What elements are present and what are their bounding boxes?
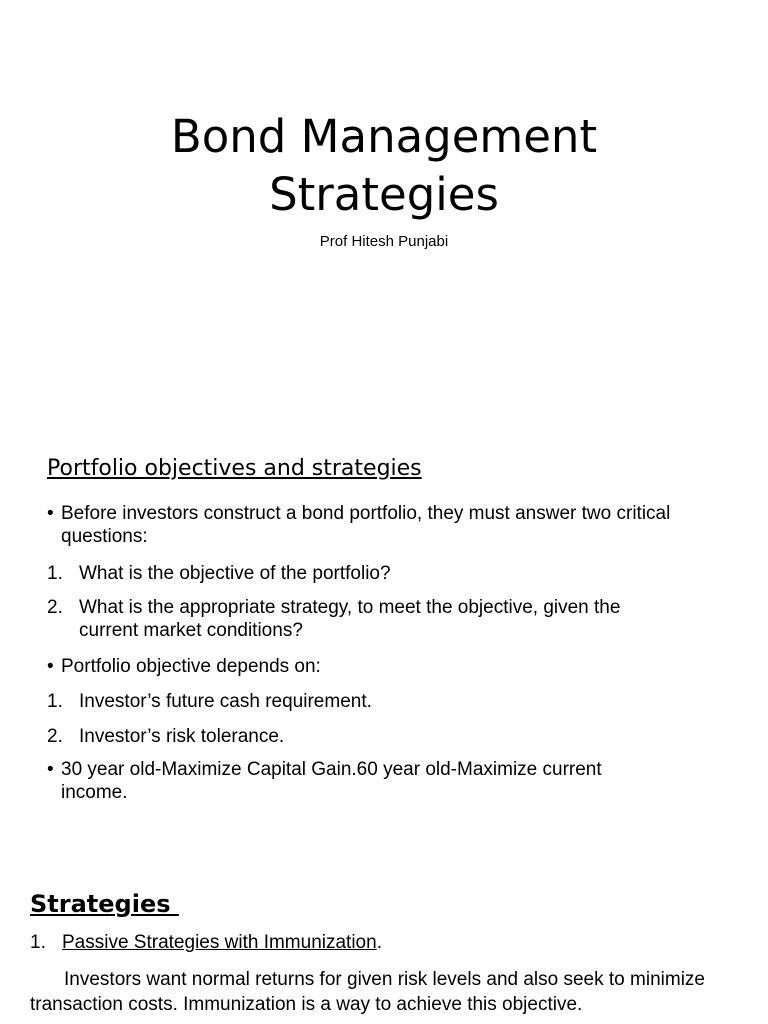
bullet-marker: • (47, 656, 54, 677)
number-marker: 1. (30, 932, 46, 953)
bullet-marker: • (47, 759, 54, 780)
slide-title (0, 108, 768, 224)
objectives-slide (0, 420, 768, 860)
list-item-text: 30 year old-Maximize Capital Gain.60 year old-Maximize current income. (61, 759, 602, 803)
strategy-item-suffix: . (376, 932, 382, 953)
number-marker: 1. (47, 563, 63, 584)
number-marker: 2. (47, 726, 63, 747)
list-item-text: What is the appropriate strategy, to meet the objective, given the current market conditions? (79, 597, 621, 641)
strategy-item (30, 932, 382, 954)
strategies-slide (0, 860, 768, 1024)
list-item-text: Portfolio objective depends on: (61, 656, 321, 677)
list-item-text: Investor’s future cash requirement. (79, 691, 372, 712)
slide-title-line-1: Bond Management (170, 110, 598, 163)
list-item (47, 725, 727, 748)
strategy-paragraph: Investors want normal returns for given risk levels and also seek to minimize transaction costs. Immunization is a way to achieve this objective. (30, 969, 705, 1015)
list-item-text: What is the objective of the portfolio? (79, 563, 391, 584)
list-item (47, 690, 727, 713)
list-item (47, 758, 727, 804)
list-item (47, 502, 727, 548)
list-item (47, 655, 727, 678)
list-item-text: Before investors construct a bond portfolio, they must answer two critical questions: (61, 503, 671, 547)
title-slide (0, 0, 768, 420)
number-marker: 1. (47, 691, 63, 712)
strategies-heading: Strategies (30, 890, 179, 918)
author-subtitle: Prof Hitesh Punjabi (319, 233, 449, 250)
list-item-text: Investor’s risk tolerance. (79, 726, 285, 747)
objectives-heading: Portfolio objectives and strategies (47, 456, 422, 481)
slide-title-line-2: Strategies (269, 168, 499, 221)
strategy-item-text: Passive Strategies with Immunization (62, 932, 377, 953)
list-item (47, 562, 727, 585)
bullet-marker: • (47, 503, 54, 524)
list-item (47, 596, 727, 642)
number-marker: 2. (47, 597, 63, 618)
